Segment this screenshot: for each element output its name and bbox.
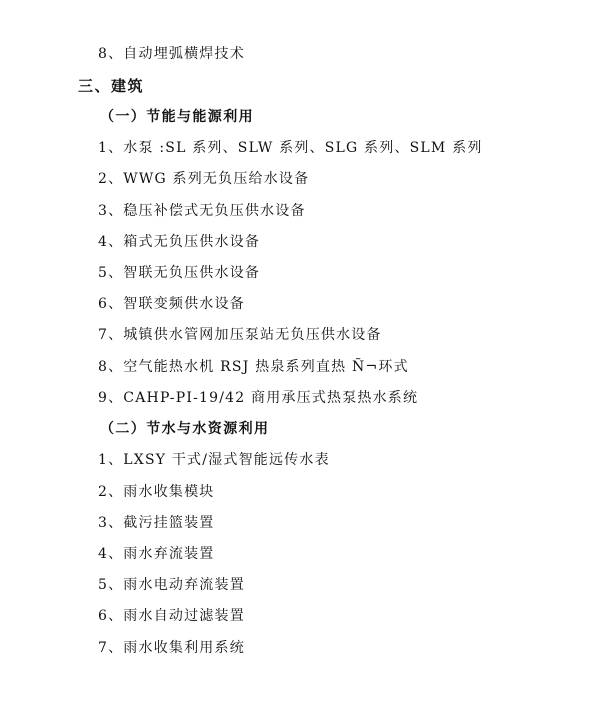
list-item: 2、雨水收集模块 — [98, 484, 215, 500]
list-item: 5、智联无负压供水设备 — [98, 265, 261, 281]
list-item: 3、稳压补偿式无负压供水设备 — [98, 203, 306, 219]
list-item: 2、WWG 系列无负压给水设备 — [98, 171, 310, 187]
list-item: 4、箱式无负压供水设备 — [98, 234, 261, 250]
subsection-heading: （二）节水与水资源利用 — [100, 421, 270, 437]
list-item: 7、城镇供水管网加压泵站无负压供水设备 — [98, 327, 382, 343]
list-item: 7、雨水收集利用系统 — [98, 640, 245, 656]
list-item: 9、CAHP-PI-19/42 商用承压式热泵热水系统 — [98, 390, 419, 406]
list-item: 8、空气能热水机 RSJ 热泉系列直热 Ñ¬环式 — [98, 359, 409, 375]
list-item: 8、自动埋弧横焊技术 — [98, 46, 245, 62]
list-item: 1、LXSY 干式/湿式智能远传水表 — [98, 452, 330, 468]
list-item: 5、雨水电动弃流装置 — [98, 577, 245, 593]
section-heading: 三、建筑 — [78, 77, 145, 95]
list-item: 4、雨水弃流装置 — [98, 546, 215, 562]
subsection-heading: （一）节能与能源利用 — [100, 109, 254, 125]
list-item: 6、智联变频供水设备 — [98, 296, 245, 312]
list-item: 3、截污挂篮装置 — [98, 515, 215, 531]
list-item: 1、水泵 :SL 系列、SLW 系列、SLG 系列、SLM 系列 — [98, 140, 483, 156]
list-item: 6、雨水自动过滤装置 — [98, 608, 245, 624]
